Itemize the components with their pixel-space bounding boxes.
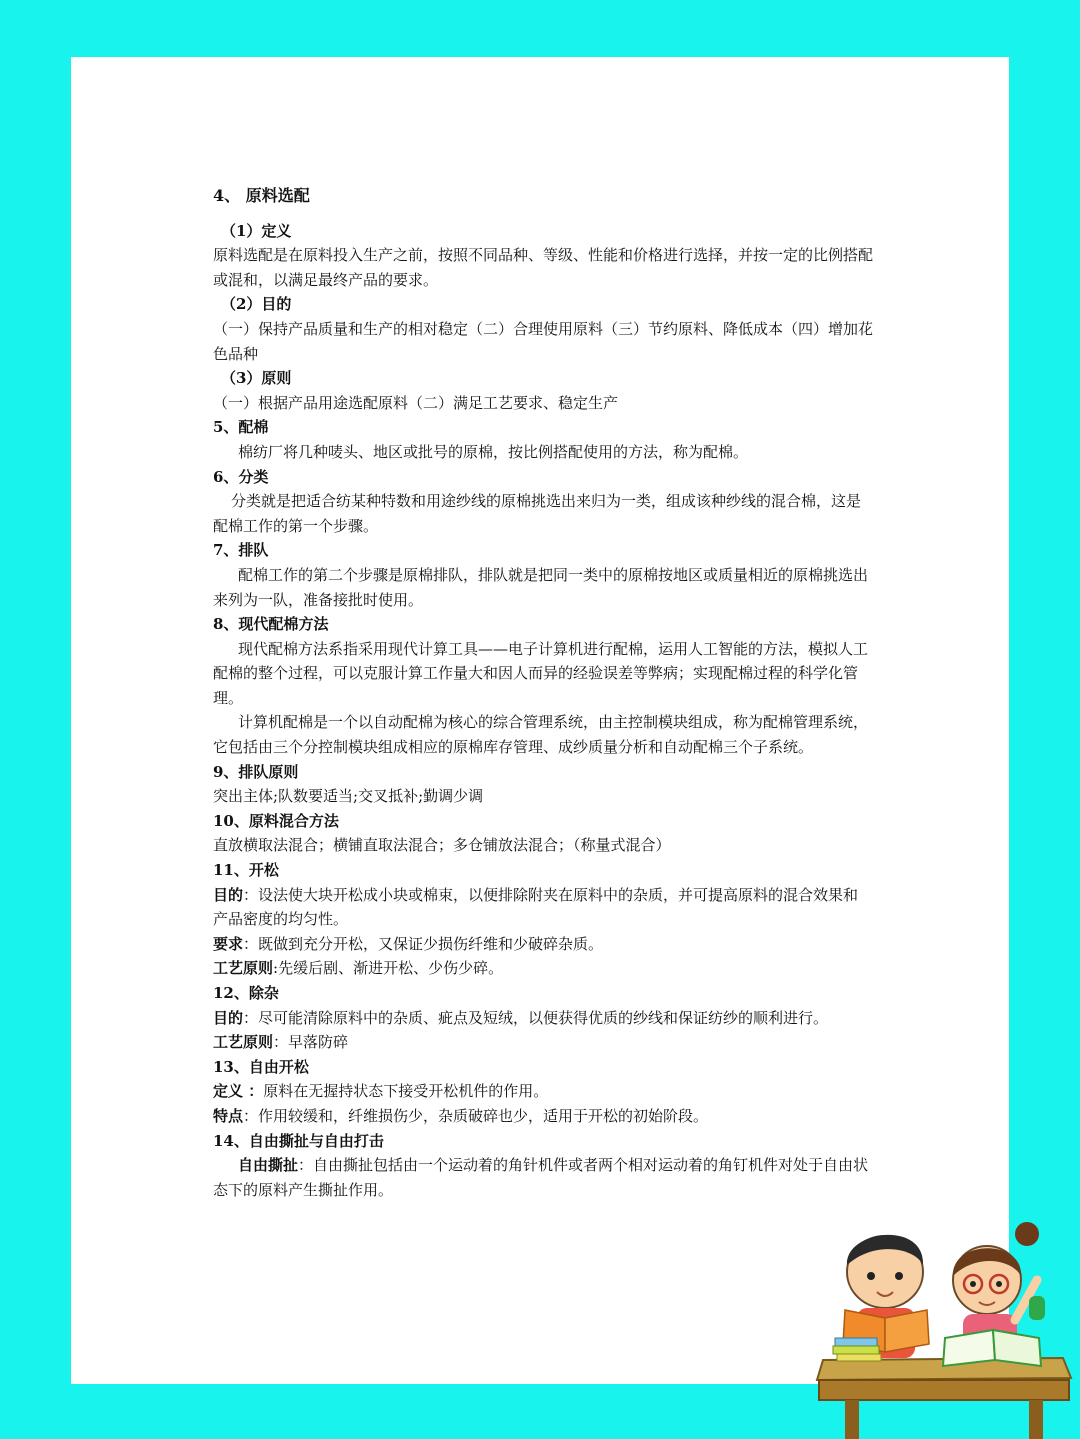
section-13-feature-text: ：作用较缓和，纤维损伤少，杂质破碎也少，适用于开松的初始阶段。 <box>243 1106 709 1125</box>
section-4-2-heading: （2）目的 <box>221 295 292 314</box>
section-13-definition-text: 原料在无握持状态下接受开松机件的作用。 <box>263 1082 549 1101</box>
section-11-requirement-text: ：既做到充分开松，又保证少损伤纤维和少破碎杂质。 <box>243 934 604 953</box>
section-11-principle-label: 工艺原则 <box>213 959 274 978</box>
section-14-body: ：自由撕扯包括由一个运动着的角针机件或者两个相对运动着的角钉机件对处于自由状态下的原料产生撕扯作用。 <box>213 1156 869 1199</box>
section-14-text <box>213 1153 873 1202</box>
section-11-purpose-label: 目的 <box>213 885 244 904</box>
section-13-definition-label: 定义 ： <box>213 1082 264 1101</box>
section-10-text: 直放横取法混合；横铺直取法混合；多仓铺放法混合；（称量式混合） <box>213 836 671 855</box>
section-6-text: 分类就是把适合纺某种特数和用途纱线的原棉挑选出来归为一类，组成该种纱线的混合棉，这是配棉工作的第一个步骤。 <box>213 492 862 535</box>
document-page <box>71 57 1009 1384</box>
section-4-2-text: （一）保持产品质量和生产的相对稳定（二）合理使用原料（三）节约原料、降低成本（四）增加花色品种 <box>213 319 874 363</box>
section-12-purpose-label: 目的 <box>213 1008 244 1027</box>
section-14-label: 自由撕扯 <box>238 1156 299 1175</box>
section-4-heading: 4、 原料选配 <box>213 186 310 205</box>
section-6-heading: 6、分类 <box>213 467 269 486</box>
section-7-heading: 7、排队 <box>213 541 269 560</box>
section-4-1-heading: （1）定义 <box>221 221 292 240</box>
section-11-heading: 11、开松 <box>213 861 279 880</box>
document-body <box>213 184 873 1202</box>
section-4-3-text: （一）根据产品用途选配原料（二）满足工艺要求、稳定生产 <box>213 393 619 412</box>
section-11-principle <box>213 956 873 981</box>
section-5-heading: 5、配棉 <box>213 418 269 437</box>
section-7-text: 配棉工作的第二个步骤是原棉排队，排队就是把同一类中的原棉按地区或质量相近的原棉挑选出来列为一队，准备接批时使用。 <box>213 565 869 609</box>
section-5-text: 棉纺厂将几种唛头、地区或批号的原棉，按比例搭配使用的方法，称为配棉。 <box>238 442 749 461</box>
section-12-principle-label: 工艺原则 <box>213 1033 274 1052</box>
section-12-purpose <box>213 1006 873 1031</box>
section-8-paragraph-1: 现代配棉方法系指采用现代计算工具——电子计算机进行配棉，运用人工智能的方法，模拟人工配棉的整个过程，可以克服计算工作量大和因人而异的经验误差等弊病；实现配棉过程的科学化管理。 <box>213 639 869 707</box>
section-4-1-text: 原料选配是在原料投入生产之前，按照不同品种、等级、性能和价格进行选择，并按一定的比例搭配或混和，以满足最终产品的要求。 <box>213 246 874 289</box>
section-12-heading: 12、除杂 <box>213 984 279 1002</box>
section-11-purpose-text: ：设法使大块开松成小块或棉束，以便排除附夹在原料中的杂质，并可提高原料的混合效果和产品密度的均匀性。 <box>213 885 859 929</box>
section-12-principle <box>213 1030 873 1055</box>
section-9-text: 突出主体;队数要适当;交叉抵补;勤调少调 <box>213 787 484 806</box>
section-11-purpose <box>213 883 873 932</box>
section-11-principle-text: :先缓后剧、渐进开松、少伤少碎。 <box>273 959 504 978</box>
section-13-heading: 13、自由开松 <box>213 1057 309 1076</box>
section-9-heading: 9、排队原则 <box>213 762 299 781</box>
section-4-3-heading: （3）原则 <box>221 369 292 388</box>
section-13-feature-label: 特点 <box>213 1106 244 1125</box>
section-13-definition <box>213 1079 873 1104</box>
section-11-requirement-label: 要求 <box>213 934 244 953</box>
section-12-principle-text: ：早落防碎 <box>273 1033 349 1052</box>
section-8-heading: 8、现代配棉方法 <box>213 615 329 634</box>
section-13-feature <box>213 1104 873 1129</box>
section-11-requirement <box>213 932 873 957</box>
section-10-heading: 10、原料混合方法 <box>213 811 339 830</box>
kids-reading-illustration <box>815 1210 1073 1439</box>
section-14-heading: 14、自由撕扯与自由打击 <box>213 1131 384 1150</box>
section-8-paragraph-2: 计算机配棉是一个以自动配棉为核心的综合管理系统，由主控制模块组成，称为配棉管理系统，它包括由三个分控制模块组成相应的原棉库存管理、成纱质量分析和自动配棉三个子系统。 <box>213 713 869 757</box>
section-12-purpose-text: ：尽可能清除原料中的杂质、疵点及短绒，以便获得优质的纱线和保证纺纱的顺利进行。 <box>243 1008 829 1027</box>
